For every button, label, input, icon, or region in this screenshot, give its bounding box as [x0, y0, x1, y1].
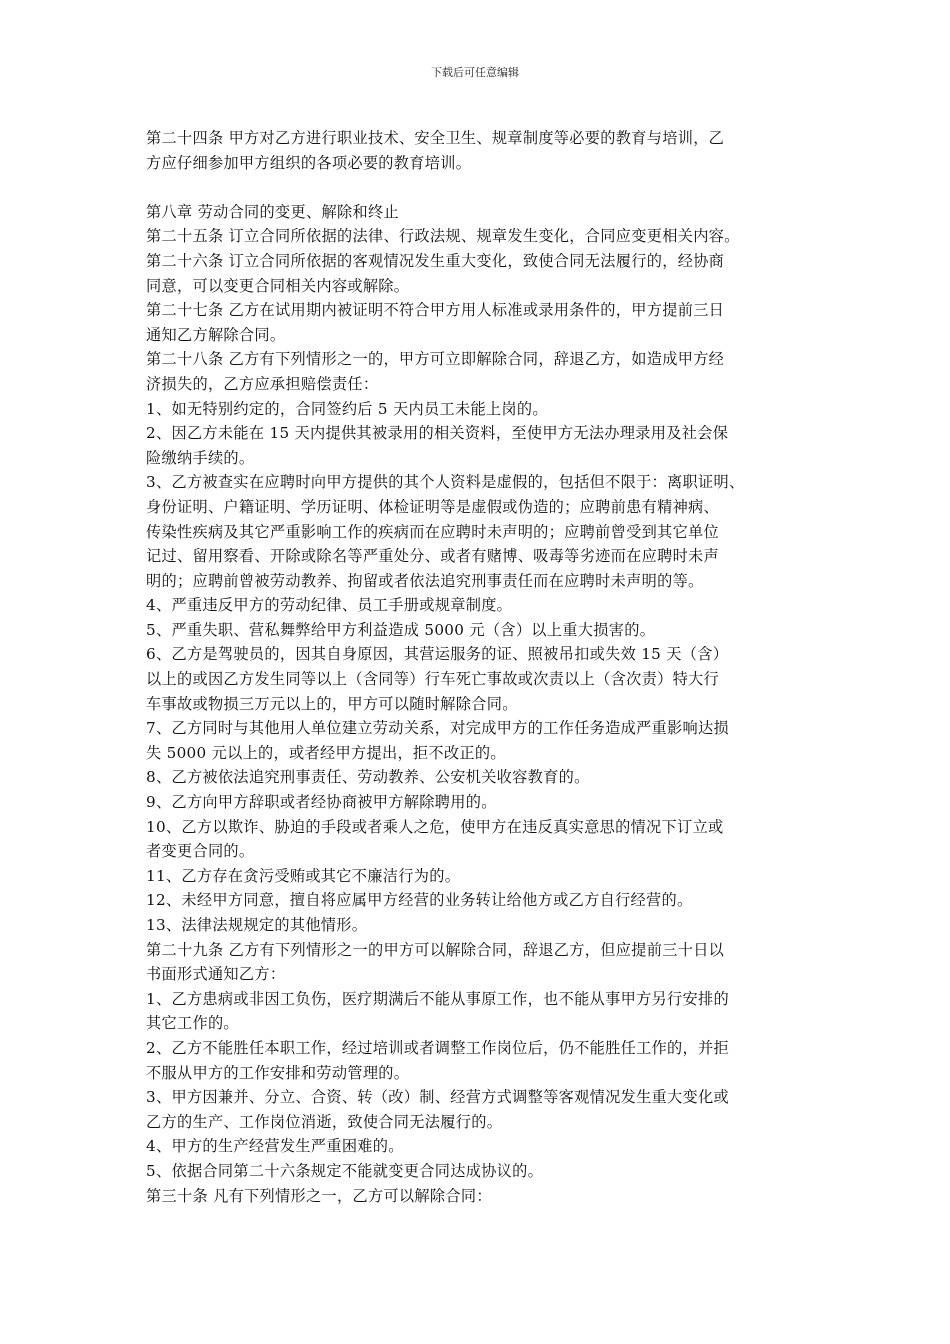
- text-line: 5、严重失职、营私舞弊给甲方利益造成 5000 元（含）以上重大损害的。: [146, 620, 656, 639]
- text-line: 明的；应聘前曾被劳动教养、拘留或者依法追究刑事责任而在应聘时未声明的等。: [146, 571, 704, 590]
- text-line: 9、乙方向甲方辞职或者经协商被甲方解除聘用的。: [146, 793, 497, 812]
- text-line: 3、甲方因兼并、分立、合资、转（改）制、经营方式调整等客观情况发生重大变化或: [146, 1088, 729, 1107]
- paragraph: [146, 1036, 822, 1085]
- text-line: 11、乙方存在贪污受贿或其它不廉洁行为的。: [146, 866, 461, 885]
- paragraph: [146, 249, 822, 298]
- text-line: 失 5000 元以上的，或者经甲方提出，拒不改正的。: [146, 743, 506, 762]
- text-line: 第二十四条 甲方对乙方进行职业技术、安全卫生、规章制度等必要的教育与培训，乙: [146, 129, 725, 147]
- paragraph: [146, 618, 822, 643]
- text-line: 身份证明、户籍证明、学历证明、体检证明等是虚假或伪造的；应聘前患有精神病、: [146, 497, 720, 516]
- paragraph: [146, 815, 822, 864]
- text-line: 济损失的，乙方应承担赔偿责任：: [146, 374, 379, 393]
- paragraph: [146, 298, 822, 347]
- paragraph: [146, 864, 822, 889]
- text-line: 传染性疾病及其它严重影响工作的疾病而在应聘时未声明的；应聘前曾受到其它单位: [146, 522, 720, 541]
- text-line: 5、依据合同第二十六条规定不能就变更合同达成协议的。: [146, 1161, 544, 1180]
- text-line: 2、因乙方未能在 15 天内提供其被录用的相关资料，至使甲方无法办理录用及社会保: [146, 424, 729, 443]
- document-body: [146, 126, 822, 1208]
- text-line: 不服从甲方的工作安排和劳动管理的。: [146, 1063, 410, 1082]
- paragraph: [146, 1159, 822, 1184]
- paragraph: [146, 1134, 822, 1159]
- page-header: 下载后可任意编辑: [431, 66, 519, 79]
- text-line: 6、乙方是驾驶员的，因其自身原因，其营运服务的证、照被吊扣或失效 15 天（含）: [146, 645, 729, 664]
- paragraph: [146, 1085, 822, 1134]
- paragraph: [146, 224, 822, 249]
- paragraph: [146, 200, 822, 225]
- text-line: 第三十条 凡有下列情形之一，乙方可以解除合同：: [146, 1186, 492, 1205]
- text-line: 书面形式通知乙方：: [146, 965, 286, 984]
- paragraph: [146, 470, 822, 593]
- text-line: 1、乙方患病或非因工负伤，医疗期满后不能从事原工作，也不能从事甲方另行安排的: [146, 989, 729, 1008]
- paragraph: [146, 397, 822, 422]
- text-line: 同意，可以变更合同相关内容或解除。: [146, 276, 410, 295]
- paragraph: [146, 593, 822, 618]
- text-line: 3、乙方被查实在应聘时向甲方提供的其个人资料是虚假的，包括但不限于：离职证明、: [146, 473, 745, 492]
- text-line: 8、乙方被依法追究刑事责任、劳动教养、公安机关收容教育的。: [146, 768, 590, 787]
- text-line: 险缴纳手续的。: [146, 448, 255, 467]
- text-line: 13、法律法规规定的其他情形。: [146, 916, 368, 934]
- paragraph: [146, 347, 822, 396]
- text-line: 第二十五条 订立合同所依据的法律、行政法规、规章发生变化，合同应变更相关内容。: [146, 227, 740, 246]
- paragraph-spacer: [146, 175, 822, 200]
- paragraph: [146, 913, 822, 938]
- paragraph: [146, 765, 822, 790]
- paragraph: [146, 126, 822, 175]
- text-line: 以上的或因乙方发生同等以上（含同等）行车死亡事故或次责以上（含次责）特大行: [146, 670, 720, 689]
- text-line: 第二十八条 乙方有下列情形之一的，甲方可立即解除合同，辞退乙方，如造成甲方经: [146, 350, 725, 369]
- text-line: 通知乙方解除合同。: [146, 325, 286, 344]
- paragraph: [146, 1184, 822, 1209]
- paragraph: [146, 790, 822, 815]
- paragraph: [146, 987, 822, 1036]
- text-line: 乙方的生产、工作岗位消逝，致使合同无法履行的。: [146, 1112, 503, 1131]
- text-line: 第八章 劳动合同的变更、解除和终止: [146, 202, 399, 221]
- text-line: 第二十七条 乙方在试用期内被证明不符合甲方用人标准或录用条件的，甲方提前三日: [146, 301, 725, 320]
- text-line: 7、乙方同时与其他用人单位建立劳动关系，对完成甲方的工作任务造成严重影响达损: [146, 719, 729, 738]
- text-line: 记过、留用察看、开除或除名等严重处分、或者有赌博、吸毒等劣迹而在应聘时未声: [146, 547, 720, 566]
- text-line: 第二十六条 订立合同所依据的客观情况发生重大变化，致使合同无法履行的，经协商: [146, 251, 725, 270]
- paragraph: [146, 642, 822, 716]
- text-line: 10、乙方以欺诈、胁迫的手段或者乘人之危，使甲方在违反真实意思的情况下订立或: [146, 817, 724, 836]
- text-line: 2、乙方不能胜任本职工作，经过培训或者调整工作岗位后，仍不能胜任工作的，并拒: [146, 1038, 729, 1057]
- paragraph: [146, 938, 822, 987]
- paragraph: [146, 716, 822, 765]
- text-line: 其它工作的。: [146, 1014, 239, 1033]
- text-line: 者变更合同的。: [146, 842, 255, 861]
- text-line: 第二十九条 乙方有下列情形之一的甲方可以解除合同，辞退乙方，但应提前三十日以: [146, 940, 725, 959]
- text-line: 方应仔细参加甲方组织的各项必要的教育培训。: [146, 153, 472, 172]
- text-line: 12、未经甲方同意，擅自将应属甲方经营的业务转让给他方或乙方自行经营的。: [146, 891, 693, 910]
- paragraph: [146, 421, 822, 470]
- text-line: 1、如无特别约定的，合同签约后 5 天内员工未能上岗的。: [146, 399, 548, 418]
- text-line: 4、甲方的生产经营发生严重困难的。: [146, 1137, 404, 1156]
- text-line: 车事故或物损三万元以上的，甲方可以随时解除合同。: [146, 694, 518, 713]
- paragraph: [146, 888, 822, 913]
- text-line: 4、严重违反甲方的劳动纪律、员工手册或规章制度。: [146, 596, 513, 615]
